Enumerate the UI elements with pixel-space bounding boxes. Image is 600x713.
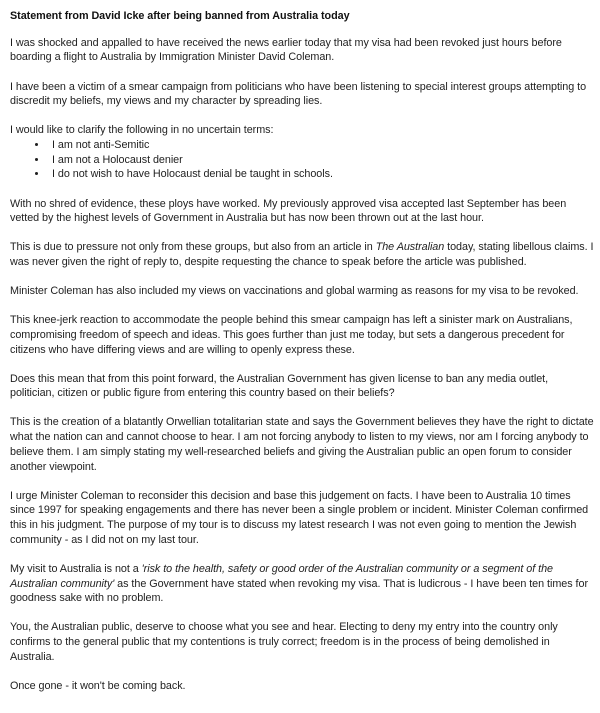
list-item: • I am not anti-Semitic (48, 138, 594, 153)
paragraph-text: This is due to pressure not only from these groups, but also from an article in (10, 241, 376, 254)
paragraph-pressure (10, 240, 594, 269)
list-item: • I do not wish to have Holocaust denial be taught in schools. (48, 167, 594, 182)
paragraph-text: My visit to Australia is not a (10, 562, 142, 575)
paragraph-public-choice: You, the Australian public, deserve to choose what you see and hear. Electing to deny my entry into the country only confirms to the general public that my contentions is truly correct; freedom is in the process of being demolished in Australia. (10, 621, 558, 663)
paragraph-vaccinations: Minister Coleman has also included my views on vaccinations and global warming as reasons for my visa to be revoked. (10, 285, 579, 298)
paragraph-question: Does this mean that from this point forward, the Australian Government has given license to ban any media outlet, politician, citizen or public figure from entering this country based on their beliefs? (10, 372, 549, 400)
paragraph-clarify-intro: I would like to clarify the following in no uncertain terms: (10, 124, 274, 137)
paragraph-orwellian: This is the creation of a blatantly Orwellian totalitarian state and says the Government believes they have the right to dictate what the nation can and cannot choose to hear. I am not forcing anybody to listen to my views, nor am I forcing anybody to believe them. I am simply stating my well-researched beliefs and giving the Australian public an open forum to consider another viewpoint. (10, 416, 594, 473)
clarification-list (10, 138, 594, 182)
quoted-phrase: 'risk to the health, safety or good order of the Australian community or a segment of the Australian community' (10, 562, 553, 590)
paragraph-knee-jerk: This knee-jerk reaction to accommodate the people behind this smear campaign has left a sinister mark on Australians, compromising freedom of speech and ideas. This goes further than just me today, but sets a dangerous precedent for citizens who have differing views and are willing to openly express these. (10, 314, 573, 356)
paragraph-no-evidence: With no shred of evidence, these ploys have worked. My previously approved visa accepted last September has been vetted by the highest levels of Government in Australia but has now been thrown out at the last hour. (10, 197, 567, 225)
paragraph-text: as the Government have stated when revoking my visa. That is ludicrous - I have been ten times for goodness sake with no problem. (10, 577, 588, 605)
list-item: • I am not a Holocaust denier (48, 153, 594, 168)
paragraph-risk (10, 562, 594, 606)
paragraph-urge: I urge Minister Coleman to reconsider this decision and base this judgement on facts. I have been to Australia 10 times since 1997 for speaking engagements and there has never been a single problem or incident. Minister Coleman confirmed this in his judgment. The purpose of my tour is to discuss my latest research I was not even going to mention the Jewish community - as I did not on my last tour. (10, 489, 589, 546)
publication-name: The Australian (375, 241, 445, 254)
paragraph-visa-revoked: I was shocked and appalled to have received the news earlier today that my visa had been revoked just hours before boarding a flight to Australia by Immigration Minister David Coleman. (10, 36, 562, 64)
statement-title: Statement from David Icke after being banned from Australia today (10, 10, 350, 22)
paragraph-text: today, stating libellous claims. I was never given the right of reply to, despite requesting the chance to speak before the article was published. (10, 241, 594, 268)
paragraph-closing: Once gone - it won't be coming back. (10, 679, 186, 692)
paragraph-smear-campaign: I have been a victim of a smear campaign from politicians who have been listening to special interest groups attempting to discredit my beliefs, my views and my character by spreading lies. (10, 80, 587, 108)
